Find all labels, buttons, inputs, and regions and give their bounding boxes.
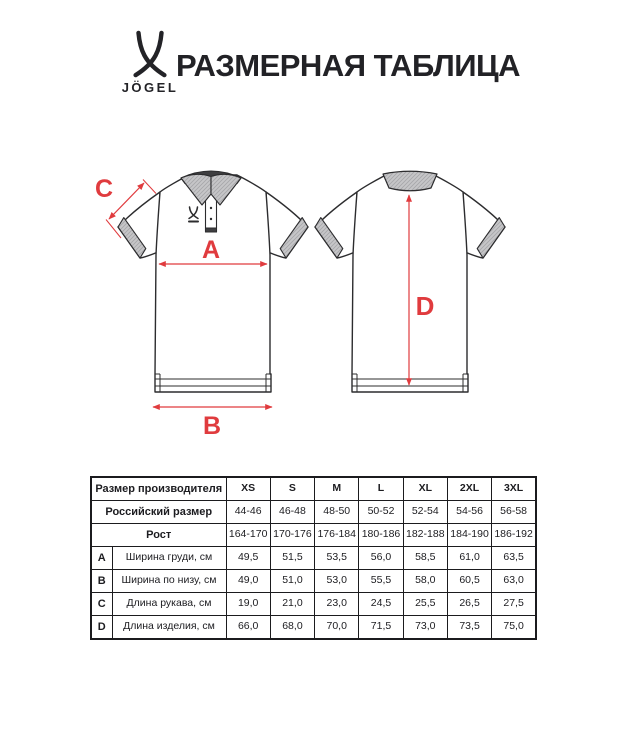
size-value-cell: M bbox=[315, 477, 359, 501]
size-value-cell: 58,0 bbox=[403, 570, 447, 593]
dimension-label: Длина изделия, см bbox=[112, 616, 226, 640]
size-value-cell: 46-48 bbox=[270, 501, 314, 524]
back-body bbox=[352, 175, 468, 392]
brand-name: JÖGEL bbox=[121, 80, 179, 95]
size-value-cell: 66,0 bbox=[226, 616, 270, 640]
size-value-cell: 52-54 bbox=[403, 501, 447, 524]
size-value-cell: 73,5 bbox=[447, 616, 491, 640]
size-value-cell: 48-50 bbox=[315, 501, 359, 524]
size-value-cell: XL bbox=[403, 477, 447, 501]
size-value-cell: 3XL bbox=[492, 477, 536, 501]
bottom-width-row bbox=[91, 570, 536, 593]
size-value-cell: 180-186 bbox=[359, 524, 403, 547]
size-value-cell: L bbox=[359, 477, 403, 501]
front-shirt bbox=[118, 171, 308, 392]
size-value-cell: 53,5 bbox=[315, 547, 359, 570]
garment-diagram bbox=[0, 150, 624, 460]
size-value-cell: 54-56 bbox=[447, 501, 491, 524]
size-value-cell: 23,0 bbox=[315, 593, 359, 616]
size-value-cell: 60,5 bbox=[447, 570, 491, 593]
manufacturer-size-row bbox=[91, 477, 536, 501]
size-value-cell: 68,0 bbox=[270, 616, 314, 640]
size-value-cell: 182-188 bbox=[403, 524, 447, 547]
size-value-cell: 21,0 bbox=[270, 593, 314, 616]
size-value-cell: 55,5 bbox=[359, 570, 403, 593]
size-value-cell: 56,0 bbox=[359, 547, 403, 570]
size-value-cell: 63,5 bbox=[492, 547, 536, 570]
brand-logo-icon bbox=[127, 30, 173, 78]
height-row bbox=[91, 524, 536, 547]
size-value-cell: 70,0 bbox=[315, 616, 359, 640]
size-value-cell: 73,0 bbox=[403, 616, 447, 640]
size-value-cell: 49,5 bbox=[226, 547, 270, 570]
measurement-label-a: A bbox=[201, 236, 221, 264]
measurement-label-c: C bbox=[94, 175, 114, 203]
dimension-letter: B bbox=[91, 570, 112, 593]
size-value-cell: 51,5 bbox=[270, 547, 314, 570]
size-value-cell: 184-190 bbox=[447, 524, 491, 547]
size-value-cell: XS bbox=[226, 477, 270, 501]
size-value-cell: 186-192 bbox=[492, 524, 536, 547]
size-value-cell: 164-170 bbox=[226, 524, 270, 547]
item-length-row bbox=[91, 616, 536, 640]
size-value-cell: 75,0 bbox=[492, 616, 536, 640]
size-value-cell: S bbox=[270, 477, 314, 501]
dimension-letter: C bbox=[91, 593, 112, 616]
sleeve-length-row bbox=[91, 593, 536, 616]
size-value-cell: 19,0 bbox=[226, 593, 270, 616]
chest-width-row bbox=[91, 547, 536, 570]
measurement-label-b: B bbox=[202, 412, 222, 440]
measurement-label-d: D bbox=[415, 291, 435, 321]
page-title: РАЗМЕРНАЯ ТАБЛИЦА bbox=[176, 48, 521, 83]
size-value-cell: 50-52 bbox=[359, 501, 403, 524]
row-label: Размер производителя bbox=[91, 477, 226, 501]
back-collar bbox=[383, 171, 437, 191]
size-value-cell: 24,5 bbox=[359, 593, 403, 616]
size-value-cell: 53,0 bbox=[315, 570, 359, 593]
size-value-cell: 170-176 bbox=[270, 524, 314, 547]
size-value-cell: 176-184 bbox=[315, 524, 359, 547]
dimension-label: Ширина груди, см bbox=[112, 547, 226, 570]
row-label: Российский размер bbox=[91, 501, 226, 524]
size-value-cell: 27,5 bbox=[492, 593, 536, 616]
size-value-cell: 2XL bbox=[447, 477, 491, 501]
russian-size-row bbox=[91, 501, 536, 524]
size-table bbox=[90, 476, 537, 640]
row-label: Рост bbox=[91, 524, 226, 547]
size-value-cell: 58,5 bbox=[403, 547, 447, 570]
size-value-cell: 44-46 bbox=[226, 501, 270, 524]
size-value-cell: 56-58 bbox=[492, 501, 536, 524]
size-value-cell: 26,5 bbox=[447, 593, 491, 616]
dimension-letter: A bbox=[91, 547, 112, 570]
dimension-label: Длина рукава, см bbox=[112, 593, 226, 616]
dimension-label: Ширина по низу, см bbox=[112, 570, 226, 593]
size-value-cell: 25,5 bbox=[403, 593, 447, 616]
size-value-cell: 71,5 bbox=[359, 616, 403, 640]
size-value-cell: 61,0 bbox=[447, 547, 491, 570]
dimension-letter: D bbox=[91, 616, 112, 640]
size-value-cell: 63,0 bbox=[492, 570, 536, 593]
size-value-cell: 51,0 bbox=[270, 570, 314, 593]
back-shirt bbox=[315, 171, 505, 392]
size-value-cell: 49,0 bbox=[226, 570, 270, 593]
